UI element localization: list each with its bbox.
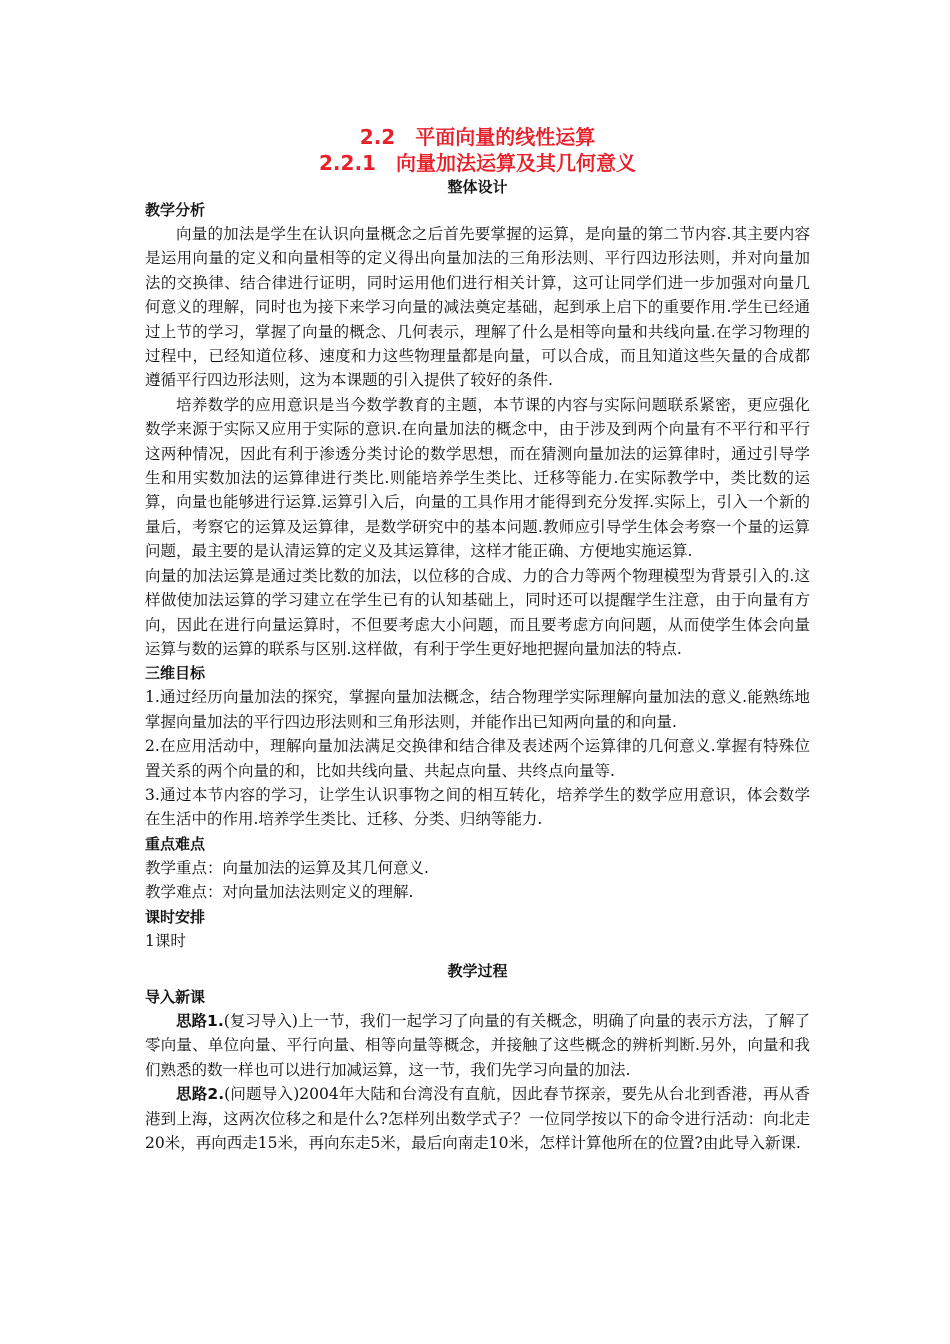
document-page [145, 124, 810, 1155]
analysis-paragraph-1: 向量的加法是学生在认识向量概念之后首先要掌握的运算，是向量的第二节内容.其主要内容是运用向量的定义和向量相等的定义得出向量加法的三角形法则、平行四边形法则，并对向量加法的交换律、结合律进行证明，同时运用他们进行相关计算，这可让同学们进一步加强对向量几何意义的理解，同时也为接下来学习向量的减法奠定基础，起到承上启下的重要作用.学生已经通过上节的学习，掌握了向量的概念、几何表示，理解了什么是相等向量和共线向量.在学习物理的过程中，已经知道位移、速度和力这些物理量都是向量，可以合成，而且知道这些矢量的合成都遵循平行四边形法则，这为本课题的引入提供了较好的条件. [145, 225, 810, 390]
goal-item-3: 3.通过本节内容的学习，让学生认识事物之间的相互转化，培养学生的数学应用意识，体会数学在生活中的作用.培养学生类比、迁移、分类、归纳等能力. [145, 785, 810, 829]
key-points-heading: 重点难点 [145, 834, 206, 853]
subsection-title: 2.2.1 向量加法运算及其几何意义 [319, 151, 636, 175]
goal-item-1: 1.通过经历向量加法的探究，掌握向量加法概念，结合物理学实际理解向量加法的意义.能熟练地掌握向量加法的平行四边形法则和三角形法则，并能作出已知两向量的和向量. [145, 688, 810, 731]
idea-2-text: (问题导入)2004年大陆和台湾没有直航，因此春节探亲，要先从台北到香港，再从香港到上海，这两次位移之和是什么?怎样列出数学式子？一位同学按以下的命令进行活动：向北走20米，再向西走15米，再向东走5米，最后向南走10米，怎样计算他所在的位置?由此导入新课. [145, 1085, 810, 1152]
idea-1-text: (复习导入)上一节，我们一起学习了向量的有关概念，明确了向量的表示方法，了解了零向量、单位向量、平行向量、相等向量等概念，并接触了这些概念的辨析判断.另外，向量和我们熟悉的数一样也可以进行加减运算，这一节，我们先学习向量的加法. [145, 1011, 810, 1079]
goals-heading: 三维目标 [145, 664, 206, 683]
process-heading: 教学过程 [447, 961, 508, 980]
schedule-value: 1课时 [145, 931, 186, 950]
idea-2-label: 思路2. [176, 1085, 225, 1104]
analysis-paragraph-2: 培养数学的应用意识是当今数学教育的主题，本节课的内容与实际问题联系紧密，更应强化数学来源于实际又应用于实际的意识.在向量加法的概念中，由于涉及到两个向量有不平行和平行这两种情况，因此有利于渗透分类讨论的数学思想，而在猜测向量加法的运算律时，通过引导学生和用实数加法的运算律进行类比.则能培养学生类比、迁移等能力.在实际教学中，类比数的运算，向量也能够进行运算.运算引入后，向量的工具作用才能得到充分发挥.实际上，引入一个新的量后，考察它的运算及运算律，是数学研究中的基本问题.教师应引导学生体会考察一个量的运算问题，最主要的是认清运算的定义及其运算律，这样才能正确、方便地实施运算. [145, 395, 810, 561]
idea-1-paragraph [145, 1009, 810, 1082]
analysis-paragraph-3: 向量的加法运算是通过类比数的加法，以位移的合成、力的合力等两个物理模型为背景引入的.这样做使加法运算的学习建立在学生已有的认知基础上，同时还可以提醒学生注意，由于向量有方向，因此在进行向量运算时，不但要考虑大小问题，而且要考虑方向问题，从而使学生体会向量运算与数的运算的联系与区别.这样做，有利于学生更好地把握向量加法的特点. [145, 566, 810, 658]
intro-heading: 导入新课 [145, 987, 206, 1006]
design-heading: 整体设计 [447, 178, 508, 196]
goal-item-2: 2.在应用活动中，理解向量加法满足交换律和结合律及表述两个运算律的几何意义.掌握有特殊位置关系的两个向量的和，比如共线向量、共起点向量、共终点向量等. [145, 737, 810, 780]
idea-1-label: 思路1. [176, 1011, 224, 1030]
idea-2-paragraph [145, 1082, 810, 1155]
teaching-focus: 教学重点：向量加法的运算及其几何意义. [145, 858, 429, 877]
teaching-difficulty: 教学难点：对向量加法法则定义的理解. [145, 883, 414, 902]
schedule-heading: 课时安排 [145, 907, 206, 926]
section-title: 2.2 平面向量的线性运算 [359, 125, 596, 149]
analysis-heading: 教学分析 [145, 201, 206, 219]
